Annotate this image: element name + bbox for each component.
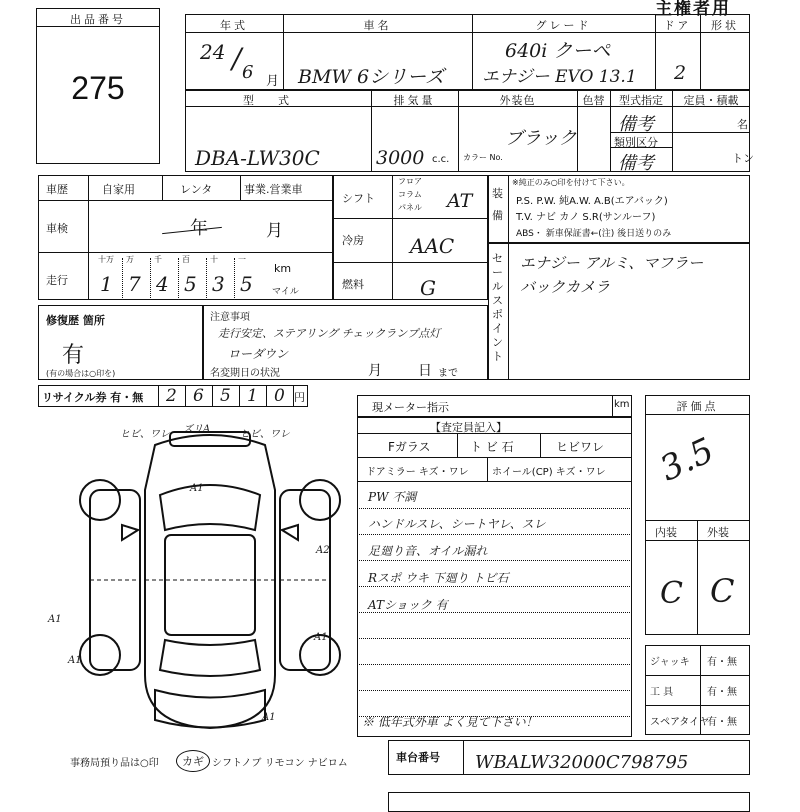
mileage-digit: 5 (184, 272, 197, 296)
inspector-note: ATショック 有 (368, 598, 448, 612)
color-value: ブラック (505, 128, 577, 149)
diagram-note-a1-1: A1 (190, 483, 204, 494)
diagram-note-a1-5: A1 (262, 712, 276, 723)
meter-unit: km (614, 399, 630, 410)
recycle-digit: 6 (193, 386, 204, 406)
chassis-label: 車台番号 (396, 751, 440, 764)
exterior-label: 外装 (707, 526, 729, 539)
wheel-label: ホイール(CP) キズ・ワレ (492, 467, 606, 478)
mileage-digit: 3 (212, 272, 225, 296)
sales-point-line1: エナジー アルミ、マフラー (520, 254, 704, 272)
year-sep: / (232, 42, 242, 75)
diagram-note-a2: A2 (316, 545, 330, 556)
grade-line2: エナジー EVO 13.1 (482, 67, 637, 87)
month-value: 6 (242, 62, 254, 83)
colorchange-header: 色替 (582, 94, 605, 107)
color-no-label: カラー No. (463, 153, 503, 162)
recycle-digit: 0 (274, 386, 285, 406)
diagram-note-front-mid: ズリA (183, 424, 211, 435)
equipment-label: 装備 (492, 187, 503, 222)
repair-label: 修復歴 箇所 (46, 314, 105, 327)
diagram-note-front-left: ヒビ、ワレ (120, 429, 170, 440)
inspector-footer: ※ 低年式外車 よく見て下さい！ (362, 715, 538, 729)
bottom-partial-box (388, 792, 750, 812)
disp-header: 排気量 (393, 94, 436, 107)
diagram-note-front-right: ヒビ、ワレ (240, 429, 290, 440)
mileage-digit: 4 (156, 272, 169, 296)
shift-label: シフト (342, 192, 375, 205)
diagram-note-a1-3: A1 (68, 655, 82, 666)
typecode-header: 型式指定 (619, 94, 663, 107)
equipment-note: ※純正のみ○印を付けて下さい。 (512, 178, 630, 187)
shift-floor: フロア (398, 177, 422, 186)
shaken-month: 月 (266, 221, 283, 241)
accessory-value: 有・無 (707, 717, 737, 728)
recycle-digit: 2 (166, 386, 177, 406)
cc-unit: c.c. (432, 154, 450, 165)
mileage-label: 走行 (46, 274, 68, 287)
fglass-crack: ヒビワレ (556, 440, 605, 454)
mirror-label: ドアミラー キズ・ワレ (366, 467, 469, 478)
interior-grade: C (660, 576, 683, 611)
diagram-note-a1-2: A1 (48, 614, 62, 625)
lot-label: 出品番号 (70, 13, 126, 26)
fuel-label: 燃料 (342, 278, 364, 291)
office-key: カギ (176, 750, 210, 772)
header-title: 主権者用 (655, 0, 731, 19)
inspector-note: PW 不調 (368, 490, 417, 504)
displacement-value: 3000 (376, 147, 425, 169)
office-items: シフトノブ リモコン ナビロム (212, 758, 348, 769)
mileage-digit-label: 一 (238, 255, 246, 264)
lot-number: 275 (71, 70, 125, 106)
aircon-value: AAC (410, 234, 455, 258)
cap-unit-persons: 名 (737, 118, 748, 131)
equipment-line3: ABS・ 新車保証書←(注) 後日送りのみ (516, 229, 672, 239)
aircon-label: 冷房 (342, 234, 364, 247)
classcode-header: 類別区分 (614, 136, 658, 149)
year-header: 年式 (220, 19, 248, 32)
month-unit: 月 (266, 74, 280, 89)
shaken-year: 年 (190, 218, 208, 239)
name-change-until: まで (438, 368, 458, 379)
mileage-digit-label: 十万 (98, 255, 114, 264)
grade-line1: 640i クーペ (505, 40, 611, 62)
shift-value: AT (447, 190, 473, 212)
history-label: 車歴 (46, 183, 68, 196)
caution-label: 注意事項 (210, 312, 250, 323)
sales-point-label: セールスポイント (492, 252, 503, 363)
repair-note: (有の場合は○印を) (46, 369, 116, 378)
mileage-unit-mile: マイル (272, 287, 299, 297)
equipment-line2: T.V. ナビ カノ S.R(サンルーフ) (516, 212, 656, 223)
classcode-value: 備考 (618, 153, 654, 174)
rating-score: 3.5 (654, 430, 720, 490)
interior-label: 内装 (655, 526, 677, 539)
shape-header: 形状 (711, 19, 739, 32)
caution-line1: 走行安定、ステアリング チェックランプ点灯 (218, 327, 441, 340)
mileage-digit-label: 万 (126, 255, 134, 264)
inspector-header: 【査定員記入】 (430, 421, 507, 434)
mileage-digit: 7 (128, 272, 141, 296)
repair-value: 有 (62, 343, 85, 368)
typecode-value: 備考 (618, 114, 654, 135)
model-value: DBA-LW30C (195, 146, 320, 170)
fuel-value: G (420, 276, 436, 300)
recycle-label: リサイクル券 有・無 (42, 391, 144, 404)
door-header: ドア (663, 19, 692, 32)
accessory-value: 有・無 (707, 657, 737, 668)
equipment-line1: P.S. P.W. 純A.W. A.B(エアバック) (516, 196, 668, 207)
capacity-header: 定員・積載 (683, 94, 739, 107)
meter-label: 現メーター指示 (372, 401, 449, 414)
door-value: 2 (674, 62, 687, 84)
history-rental: レンタ (180, 183, 213, 196)
mileage-digit-label: 千 (154, 255, 162, 264)
accessory-label: スペアタイヤ (650, 717, 710, 728)
shift-column: コラム (398, 190, 422, 199)
fglass-chip: ト ビ 石 (470, 440, 514, 454)
car-diagram (60, 420, 350, 750)
chassis-value: WBALW32000C798795 (475, 752, 689, 773)
mileage-unit-km: km (274, 262, 292, 275)
accessory-value: 有・無 (707, 687, 737, 698)
history-private: 自家用 (102, 183, 135, 196)
rating-label: 評価点 (676, 400, 719, 413)
diagram-note-a1-4: A1 (314, 632, 328, 643)
name-change-day: 日 (418, 363, 432, 379)
grade-header: グレード (535, 19, 592, 32)
inspector-note: ハンドルスレ、シートヤレ、スレ (368, 517, 546, 531)
mileage-digit-label: 百 (182, 255, 190, 264)
name-change-label: 名変期日の状況 (210, 368, 280, 379)
recycle-unit: 円 (294, 391, 305, 404)
model-header: 型式 (243, 94, 313, 107)
mileage-digit-label: 十 (210, 255, 218, 264)
color-header: 外装色 (499, 94, 536, 107)
caution-line2: ローダウン (228, 347, 289, 361)
accessory-label: ジャッキ (650, 657, 690, 668)
cap-unit-tons: トン (732, 152, 754, 165)
name-header: 車名 (363, 19, 392, 32)
car-name: BMW 6シリーズ (298, 66, 445, 88)
exterior-grade: C (710, 572, 735, 610)
sales-point-line2: バックカメラ (520, 278, 611, 296)
shaken-label: 車検 (46, 222, 68, 235)
mileage-digit: 5 (240, 272, 253, 296)
history-business: 事業.営業車 (244, 183, 303, 196)
inspector-note: 足廻り音、オイル漏れ (368, 544, 488, 558)
name-change-month: 月 (368, 363, 382, 379)
office-text: 事務局預り品は○印 (70, 758, 159, 769)
inspector-note: Rスポ ウキ 下廻り トビ石 (368, 571, 509, 585)
recycle-digit: 1 (247, 386, 258, 406)
accessory-label: 工 具 (650, 687, 674, 698)
recycle-digit: 5 (220, 386, 231, 406)
mileage-digit: 1 (100, 272, 113, 296)
fglass-label: Fガラス (388, 440, 431, 454)
year-value: 24 (200, 40, 226, 64)
shift-panel: パネル (398, 203, 422, 212)
